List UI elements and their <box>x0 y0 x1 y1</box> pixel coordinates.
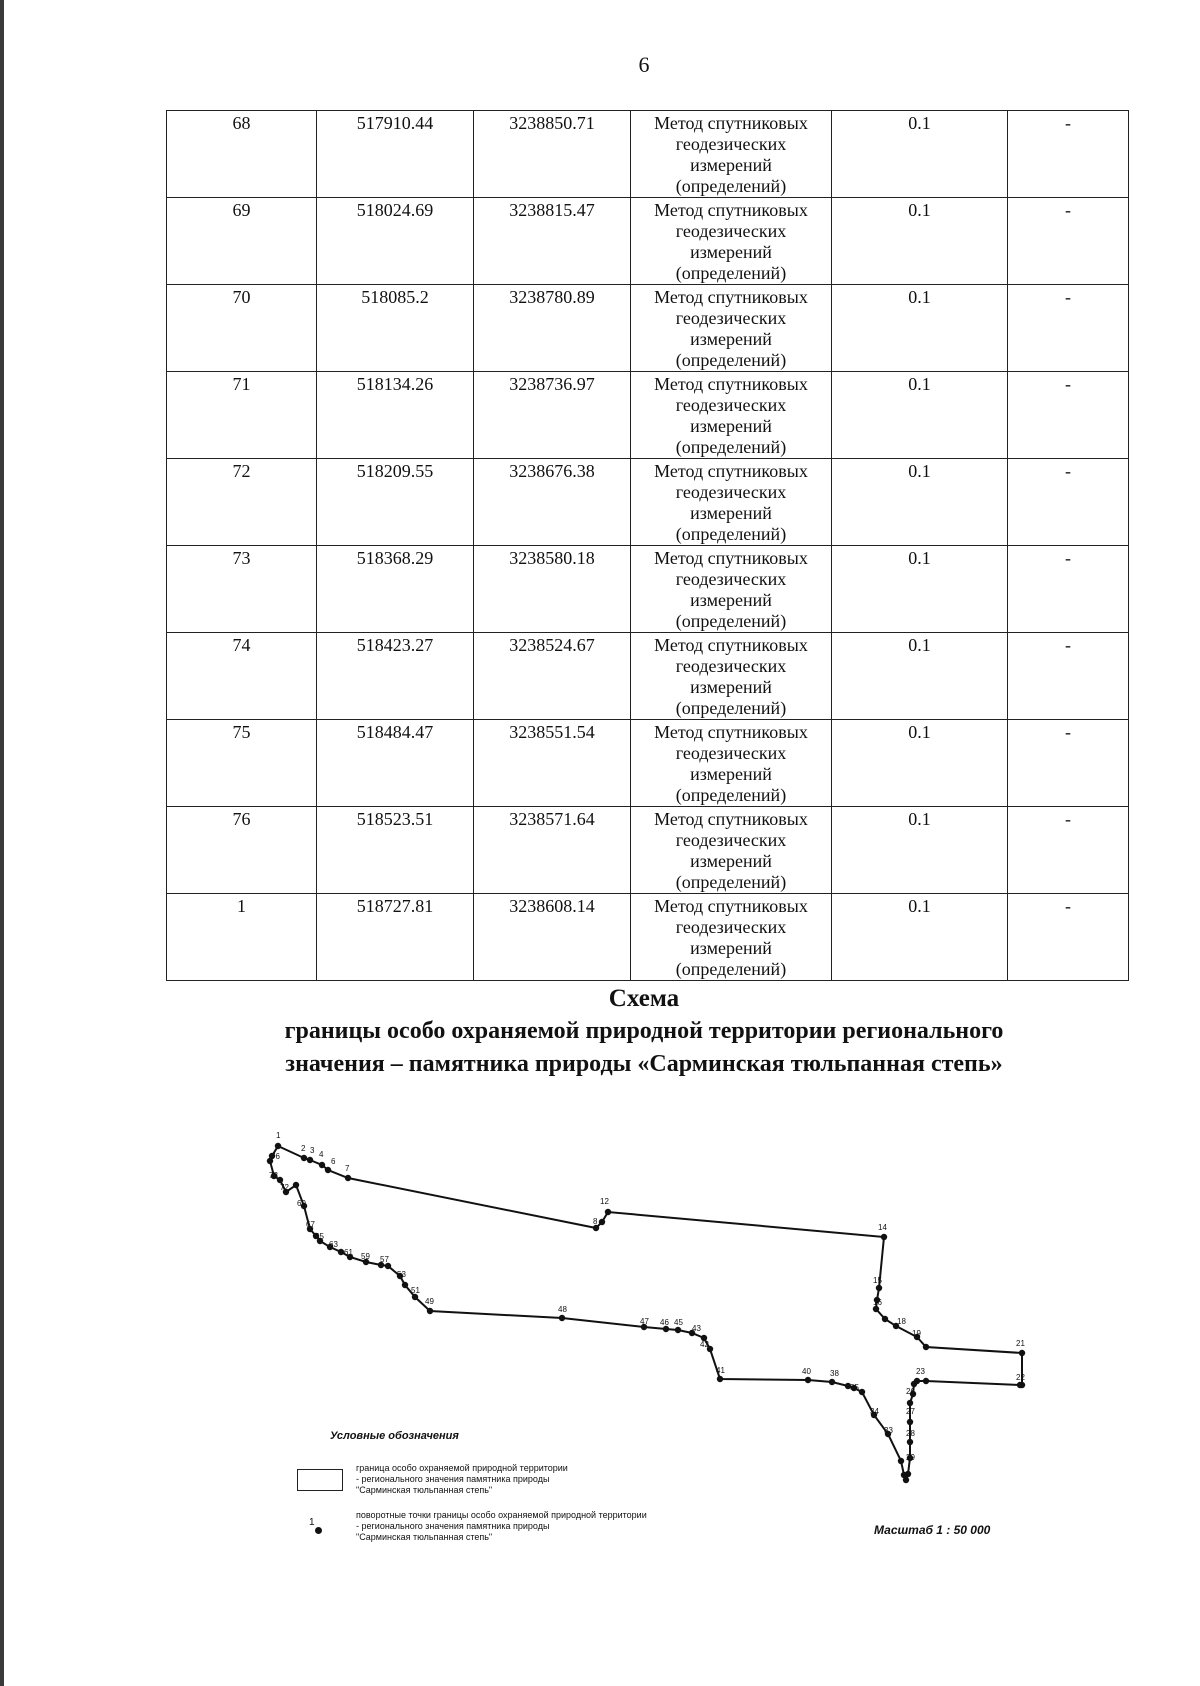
y-coordinate-cell: 3238571.64 <box>474 807 631 894</box>
point-label: 34 <box>870 1407 879 1416</box>
point-cell: 68 <box>167 111 317 198</box>
y-coordinate-cell: 3238551.54 <box>474 720 631 807</box>
point-label: 38 <box>830 1369 839 1378</box>
accuracy-cell: 0.1 <box>832 372 1008 459</box>
point-label: 67 <box>306 1220 315 1229</box>
point-label: 3 <box>310 1146 315 1155</box>
point-label: 57 <box>380 1255 389 1264</box>
point-label: 73 <box>269 1171 278 1180</box>
boundary-point <box>882 1316 888 1322</box>
note-cell: - <box>1008 546 1129 633</box>
method-line: измерений <box>690 503 772 523</box>
point-label: 42 <box>700 1340 709 1349</box>
method-line: измерений <box>690 155 772 175</box>
point-label: 41 <box>716 1366 725 1375</box>
accuracy-cell: 0.1 <box>832 111 1008 198</box>
method-line: геодезических <box>675 308 787 328</box>
boundary-point <box>923 1344 929 1350</box>
legend-title: Условные обозначения <box>330 1430 459 1442</box>
boundary-point <box>427 1308 433 1314</box>
point-cell: 1 <box>167 894 317 981</box>
point-label: 16 <box>873 1298 882 1307</box>
note-cell: - <box>1008 633 1129 720</box>
boundary-point <box>275 1143 281 1149</box>
method-line: (определений) <box>675 524 787 544</box>
boundary-point <box>907 1400 913 1406</box>
method-line: (определений) <box>675 959 787 979</box>
boundary-point <box>319 1162 325 1168</box>
accuracy-cell: 0.1 <box>832 633 1008 720</box>
method-line: Метод спутниковых <box>654 548 808 568</box>
x-coordinate-cell: 518085.2 <box>317 285 474 372</box>
point-label: 29 <box>906 1453 915 1462</box>
method-line: измерений <box>690 764 772 784</box>
method-line: (определений) <box>675 698 787 718</box>
note-cell: - <box>1008 720 1129 807</box>
point-cell: 75 <box>167 720 317 807</box>
y-coordinate-cell: 3238524.67 <box>474 633 631 720</box>
point-label: 14 <box>878 1223 887 1232</box>
point-cell: 73 <box>167 546 317 633</box>
x-coordinate-cell: 518134.26 <box>317 372 474 459</box>
boundary-point <box>805 1377 811 1383</box>
point-label: 47 <box>640 1317 649 1326</box>
accuracy-cell: 0.1 <box>832 459 1008 546</box>
point-label: 48 <box>558 1305 567 1314</box>
method-line: геодезических <box>675 830 787 850</box>
boundary-point <box>675 1327 681 1333</box>
method-line: Метод спутниковых <box>654 113 808 133</box>
point-cell: 76 <box>167 807 317 894</box>
point-label: 12 <box>600 1197 609 1206</box>
legend-points-line2: - регионального значения памятника природы <box>356 1521 550 1531</box>
point-label: 26 <box>906 1387 915 1396</box>
point-label: 22 <box>1016 1373 1025 1382</box>
note-cell: - <box>1008 459 1129 546</box>
point-label: 21 <box>1016 1339 1025 1348</box>
method-line: измерений <box>690 677 772 697</box>
boundary-point <box>907 1419 913 1425</box>
accuracy-cell: 0.1 <box>832 285 1008 372</box>
method-line: (определений) <box>675 176 787 196</box>
legend-boundary-line2: - регионального значения памятника природы <box>356 1474 550 1484</box>
method-line: измерений <box>690 851 772 871</box>
point-label: 53 <box>397 1270 406 1279</box>
point-label: 49 <box>425 1297 434 1306</box>
point-label: 19 <box>912 1329 921 1338</box>
method-line: геодезических <box>675 395 787 415</box>
method-line: Метод спутниковых <box>654 809 808 829</box>
accuracy-cell: 0.1 <box>832 546 1008 633</box>
boundary-point <box>829 1379 835 1385</box>
boundary-point <box>605 1209 611 1215</box>
x-coordinate-cell: 518727.81 <box>317 894 474 981</box>
point-label: 7 <box>345 1164 350 1173</box>
point-label: 76 <box>271 1152 280 1161</box>
boundary-point <box>881 1234 887 1240</box>
y-coordinate-cell: 3238608.14 <box>474 894 631 981</box>
method-line: Метод спутниковых <box>654 287 808 307</box>
legend-point-dot-icon <box>315 1527 322 1534</box>
x-coordinate-cell: 518523.51 <box>317 807 474 894</box>
page-number: 6 <box>638 52 650 77</box>
legend-boundary-text <box>356 1463 568 1496</box>
point-label: 15 <box>873 1276 882 1285</box>
point-label: 40 <box>802 1367 811 1376</box>
method-line: геодезических <box>675 743 787 763</box>
method-line: (определений) <box>675 872 787 892</box>
boundary-point <box>859 1389 865 1395</box>
point-label: 63 <box>329 1240 338 1249</box>
legend-points-line1: поворотные точки границы особо охраняемой природной территории <box>356 1510 647 1520</box>
point-label: 27 <box>906 1407 915 1416</box>
boundary-point <box>901 1472 907 1478</box>
method-line: геодезических <box>675 221 787 241</box>
point-label: 61 <box>344 1248 353 1257</box>
point-label: 1 <box>276 1131 281 1140</box>
scheme-subtitle-line2: значения – памятника природы «Сарминская тюльпанная степь» <box>285 1051 1003 1077</box>
legend-boundary-line1: граница особо охраняемой природной территории <box>356 1463 568 1473</box>
method-line: измерений <box>690 242 772 262</box>
method-line: Метод спутниковых <box>654 461 808 481</box>
note-cell: - <box>1008 372 1129 459</box>
method-line: (определений) <box>675 263 787 283</box>
legend-points-line3: "Сарминская тюльпанная степь" <box>356 1532 493 1542</box>
point-label: 35 <box>850 1383 859 1392</box>
x-coordinate-cell: 518368.29 <box>317 546 474 633</box>
legend-point-sample-label: 1 <box>309 1517 315 1528</box>
boundary-point <box>1017 1382 1023 1388</box>
method-line: геодезических <box>675 134 787 154</box>
boundary-point <box>898 1458 904 1464</box>
legend-boundary-line3: "Сарминская тюльпанная степь" <box>356 1485 493 1495</box>
x-coordinate-cell: 518484.47 <box>317 720 474 807</box>
accuracy-cell: 0.1 <box>832 894 1008 981</box>
point-label: 23 <box>916 1367 925 1376</box>
boundary-point <box>559 1315 565 1321</box>
point-label: 46 <box>660 1318 669 1327</box>
map-scale: Масштаб 1 : 50 000 <box>874 1523 991 1537</box>
point-label: 51 <box>411 1286 420 1295</box>
note-cell: - <box>1008 111 1129 198</box>
scheme-title: Схема <box>608 985 680 1012</box>
accuracy-cell: 0.1 <box>832 720 1008 807</box>
x-coordinate-cell: 518423.27 <box>317 633 474 720</box>
legend-points-text <box>356 1510 647 1543</box>
accuracy-cell: 0.1 <box>832 198 1008 285</box>
method-line: геодезических <box>675 569 787 589</box>
boundary-point <box>402 1282 408 1288</box>
point-label: 18 <box>897 1317 906 1326</box>
boundary-point <box>307 1157 313 1163</box>
x-coordinate-cell: 518209.55 <box>317 459 474 546</box>
method-line: Метод спутниковых <box>654 722 808 742</box>
point-cell: 71 <box>167 372 317 459</box>
point-label: 59 <box>361 1252 370 1261</box>
method-line: геодезических <box>675 482 787 502</box>
boundary-point <box>876 1285 882 1291</box>
x-coordinate-cell: 518024.69 <box>317 198 474 285</box>
point-label: 43 <box>692 1324 701 1333</box>
y-coordinate-cell: 3238736.97 <box>474 372 631 459</box>
point-label: 65 <box>315 1232 324 1241</box>
boundary-point <box>325 1167 331 1173</box>
method-line: (определений) <box>675 437 787 457</box>
method-line: измерений <box>690 416 772 436</box>
boundary-point <box>301 1155 307 1161</box>
method-line: (определений) <box>675 611 787 631</box>
point-label: 4 <box>319 1150 324 1159</box>
method-line: Метод спутниковых <box>654 200 808 220</box>
point-cell: 69 <box>167 198 317 285</box>
legend-boundary-swatch <box>297 1469 343 1491</box>
method-line: Метод спутниковых <box>654 374 808 394</box>
boundary-point <box>293 1182 299 1188</box>
y-coordinate-cell: 3238850.71 <box>474 111 631 198</box>
x-coordinate-cell: 517910.44 <box>317 111 474 198</box>
note-cell: - <box>1008 894 1129 981</box>
point-label: 72 <box>280 1183 289 1192</box>
point-label: 28 <box>906 1429 915 1438</box>
y-coordinate-cell: 3238580.18 <box>474 546 631 633</box>
method-line: (определений) <box>675 350 787 370</box>
note-cell: - <box>1008 807 1129 894</box>
point-label: 8 <box>593 1217 598 1226</box>
point-label: 33 <box>884 1426 893 1435</box>
method-line: геодезических <box>675 917 787 937</box>
method-line: Метод спутниковых <box>654 635 808 655</box>
method-line: измерений <box>690 590 772 610</box>
boundary-point <box>1019 1350 1025 1356</box>
note-cell: - <box>1008 285 1129 372</box>
note-cell: - <box>1008 198 1129 285</box>
y-coordinate-cell: 3238780.89 <box>474 285 631 372</box>
y-coordinate-cell: 3238815.47 <box>474 198 631 285</box>
boundary-point <box>907 1439 913 1445</box>
point-cell: 70 <box>167 285 317 372</box>
boundary-point <box>717 1376 723 1382</box>
accuracy-cell: 0.1 <box>832 807 1008 894</box>
point-label: 45 <box>674 1318 683 1327</box>
point-cell: 74 <box>167 633 317 720</box>
point-cell: 72 <box>167 459 317 546</box>
method-line: геодезических <box>675 656 787 676</box>
point-label: 6 <box>331 1157 336 1166</box>
method-line: измерений <box>690 329 772 349</box>
y-coordinate-cell: 3238676.38 <box>474 459 631 546</box>
point-label: 69 <box>297 1199 306 1208</box>
scheme-subtitle-line1: границы особо охраняемой природной территории регионального <box>284 1018 1004 1044</box>
boundary-point <box>923 1378 929 1384</box>
method-line: измерений <box>690 938 772 958</box>
point-label: 2 <box>301 1144 306 1153</box>
boundary-point <box>599 1219 605 1225</box>
boundary-point <box>345 1175 351 1181</box>
method-line: Метод спутниковых <box>654 896 808 916</box>
method-line: (определений) <box>675 785 787 805</box>
